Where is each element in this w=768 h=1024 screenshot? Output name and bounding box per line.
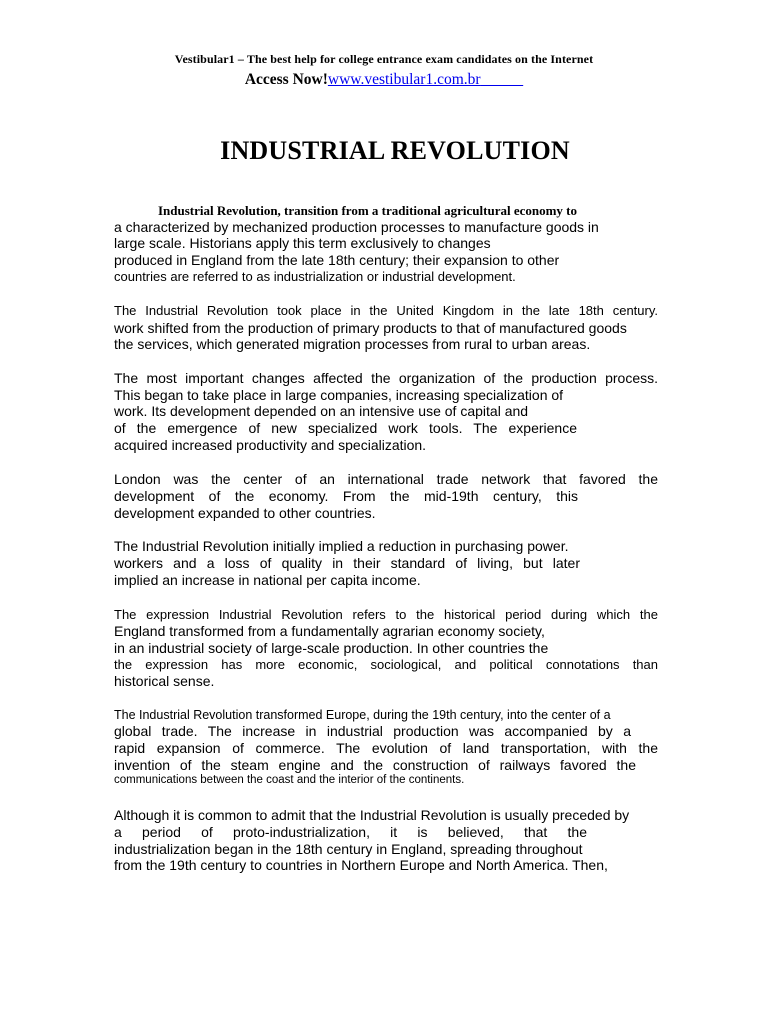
paragraph-line: implied an increase in national per capita income. [114, 572, 421, 588]
paragraph-line: produced in England from the late 18th century; their expansion to other [114, 252, 560, 268]
paragraph-line: the services, which generated migration processes from rural to urban areas. [114, 336, 591, 352]
paragraph-line: large scale. Historians apply this term exclusively to changes [114, 235, 491, 251]
access-now-label: Access Now! [244, 71, 328, 88]
paragraph-line: The Industrial Revolution initially implied a reduction in purchasing power. [114, 538, 569, 554]
paragraph-line: the expression has more economic, sociological, and political connotations than [114, 657, 658, 672]
paragraph-line: work shifted from the production of primary products to that of manufactured goods [114, 320, 627, 336]
site-link[interactable]: www.vestibular1.com.br [327, 71, 481, 88]
paragraph-line: The expression Industrial Revolution refers to the historical period during which the [114, 607, 658, 622]
paragraph-line: global trade. The increase in industrial production was accompanied by a [114, 723, 631, 739]
paragraph-line: from the 19th century to countries in Northern Europe and North America. Then, [114, 857, 608, 873]
paragraph-line: work. Its development depended on an intensive use of capital and [114, 403, 529, 419]
paragraph-line: a period of proto-industrialization, it is believed, that the [114, 824, 587, 840]
paragraph-line: communications between the coast and the interior of the continents. [114, 774, 465, 786]
link-underline-padding [481, 71, 524, 88]
paragraph-line: The Industrial Revolution took place in the United Kingdom in the late 18th century. [114, 303, 658, 318]
paragraph-line: of the emergence of new specialized work tools. The experience [114, 420, 577, 436]
paragraph-line: development expanded to other countries. [114, 505, 376, 521]
paragraph-line: The most important changes affected the organization of the production process. [114, 370, 658, 386]
paragraph-line: development of the economy. From the mid-19th century, this [114, 488, 578, 504]
paragraph-line: a characterized by mechanized production processes to manufacture goods in [114, 219, 599, 235]
header-access-line [0, 71, 768, 89]
paragraph-line: The Industrial Revolution transformed Europe, during the 19th century, into the center of a [114, 708, 611, 722]
paragraph-line: Although it is common to admit that the Industrial Revolution is usually preceded by [114, 807, 630, 823]
paragraph-line: This began to take place in large companies, increasing specialization of [114, 387, 564, 403]
paragraph-line: Industrial Revolution, transition from a traditional agricultural economy to [158, 203, 578, 218]
header-tagline: Vestibular1 – The best help for college entrance exam candidates on the Internet [174, 52, 594, 66]
paragraph-line: London was the center of an international trade network that favored the [114, 471, 658, 487]
paragraph-line: historical sense. [114, 673, 215, 689]
paragraph-line: workers and a loss of quality in their standard of living, but later [114, 555, 580, 571]
paragraph-line: England transformed from a fundamentally agrarian economy society, [114, 623, 545, 639]
paragraph-line: industrialization began in the 18th century in England, spreading throughout [114, 841, 583, 857]
paragraph-line: rapid expansion of commerce. The evolution of land transportation, with the [114, 740, 658, 756]
paragraph-line: acquired increased productivity and specialization. [114, 437, 427, 453]
paragraph-line: countries are referred to as industrialization or industrial development. [114, 269, 516, 284]
page-title: INDUSTRIAL REVOLUTION [220, 136, 570, 165]
paragraph-line: invention of the steam engine and the construction of railways favored the [114, 757, 636, 773]
paragraph-line: in an industrial society of large-scale production. In other countries the [114, 640, 549, 656]
